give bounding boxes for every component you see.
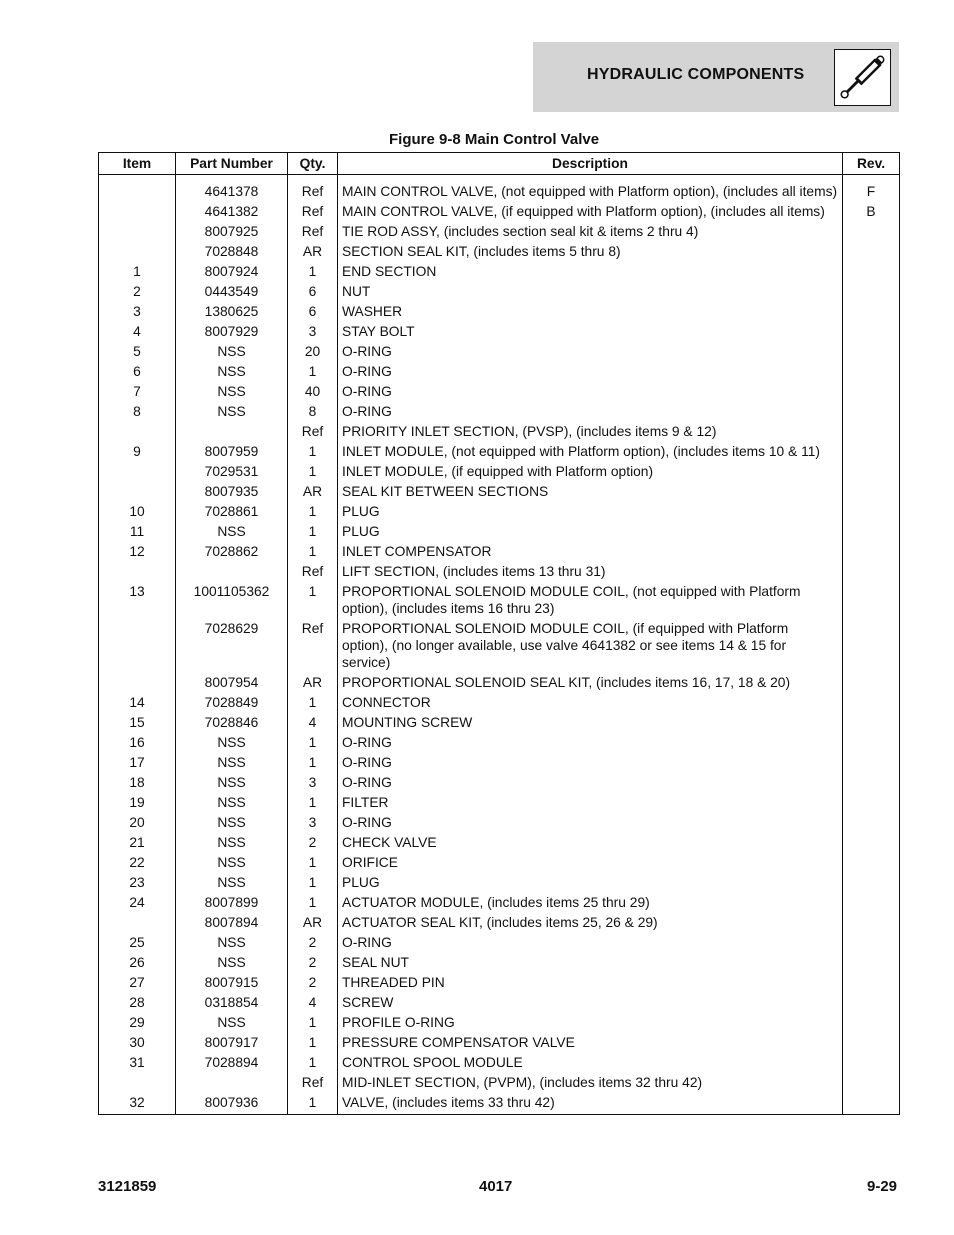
qty-cell: Ref [288, 619, 338, 673]
qty-cell: 20 [288, 342, 338, 362]
description-cell: PLUG [338, 522, 843, 542]
rev-cell [843, 793, 900, 813]
item-cell: 5 [99, 342, 176, 362]
rev-cell [843, 482, 900, 502]
footer-manual-number: 3121859 [98, 1178, 157, 1195]
item-cell: 11 [99, 522, 176, 542]
table-row [99, 402, 900, 422]
table-row [99, 893, 900, 913]
rev-cell [843, 342, 900, 362]
table-row [99, 175, 900, 202]
item-cell: 14 [99, 693, 176, 713]
rev-cell: B [843, 202, 900, 222]
table-row [99, 693, 900, 713]
item-cell [99, 1073, 176, 1093]
table-row [99, 362, 900, 382]
description-cell: CHECK VALVE [338, 833, 843, 853]
column-header-part-number: Part Number [176, 153, 288, 175]
table-row [99, 202, 900, 222]
rev-cell [843, 853, 900, 873]
table-row [99, 619, 900, 673]
table-row [99, 773, 900, 793]
item-cell: 15 [99, 713, 176, 733]
item-cell: 29 [99, 1013, 176, 1033]
part-number-cell: NSS [176, 382, 288, 402]
description-cell: O-RING [338, 362, 843, 382]
rev-cell [843, 262, 900, 282]
qty-cell: 1 [288, 542, 338, 562]
item-cell: 31 [99, 1053, 176, 1073]
table-row [99, 442, 900, 462]
qty-cell: 2 [288, 953, 338, 973]
qty-cell: 1 [288, 1053, 338, 1073]
item-cell: 30 [99, 1033, 176, 1053]
item-cell: 28 [99, 993, 176, 1013]
description-cell: STAY BOLT [338, 322, 843, 342]
qty-cell: 1 [288, 1033, 338, 1053]
table-row [99, 853, 900, 873]
part-number-cell: NSS [176, 873, 288, 893]
rev-cell [843, 302, 900, 322]
part-number-cell: NSS [176, 773, 288, 793]
description-cell: PLUG [338, 502, 843, 522]
description-cell: CONNECTOR [338, 693, 843, 713]
part-number-cell: 0443549 [176, 282, 288, 302]
item-cell: 10 [99, 502, 176, 522]
qty-cell: 8 [288, 402, 338, 422]
part-number-cell: NSS [176, 733, 288, 753]
qty-cell: AR [288, 913, 338, 933]
rev-cell [843, 1013, 900, 1033]
qty-cell: 3 [288, 813, 338, 833]
parts-table [98, 152, 900, 1115]
qty-cell: 2 [288, 833, 338, 853]
rev-cell [843, 1033, 900, 1053]
item-cell: 21 [99, 833, 176, 853]
item-cell: 1 [99, 262, 176, 282]
description-cell: PROPORTIONAL SOLENOID SEAL KIT, (includes items 16, 17, 18 & 20) [338, 673, 843, 693]
item-cell [99, 462, 176, 482]
table-row [99, 1053, 900, 1073]
part-number-cell: NSS [176, 342, 288, 362]
qty-cell: 1 [288, 753, 338, 773]
item-cell: 16 [99, 733, 176, 753]
rev-cell [843, 873, 900, 893]
part-number-cell [176, 1073, 288, 1093]
item-cell [99, 562, 176, 582]
part-number-cell: NSS [176, 933, 288, 953]
qty-cell: 3 [288, 773, 338, 793]
part-number-cell: 8007959 [176, 442, 288, 462]
item-cell: 7 [99, 382, 176, 402]
qty-cell: Ref [288, 422, 338, 442]
qty-cell: 1 [288, 442, 338, 462]
table-row [99, 1073, 900, 1093]
rev-cell [843, 953, 900, 973]
qty-cell: 1 [288, 893, 338, 913]
item-cell: 19 [99, 793, 176, 813]
description-cell: PRIORITY INLET SECTION, (PVSP), (includes items 9 & 12) [338, 422, 843, 442]
description-cell: THREADED PIN [338, 973, 843, 993]
part-number-cell: 7028894 [176, 1053, 288, 1073]
item-cell [99, 202, 176, 222]
part-number-cell: 8007929 [176, 322, 288, 342]
part-number-cell [176, 562, 288, 582]
rev-cell [843, 693, 900, 713]
part-number-cell: 8007924 [176, 262, 288, 282]
rev-cell: F [843, 175, 900, 202]
footer-model: 4017 [479, 1178, 513, 1195]
table-row [99, 873, 900, 893]
description-cell: PROFILE O-RING [338, 1013, 843, 1033]
table-row [99, 953, 900, 973]
item-cell [99, 222, 176, 242]
part-number-cell: NSS [176, 522, 288, 542]
description-cell: O-RING [338, 342, 843, 362]
qty-cell: 4 [288, 993, 338, 1013]
description-cell: O-RING [338, 773, 843, 793]
table-row [99, 502, 900, 522]
rev-cell [843, 973, 900, 993]
item-cell: 12 [99, 542, 176, 562]
item-cell: 25 [99, 933, 176, 953]
description-cell: MID-INLET SECTION, (PVPM), (includes items 32 thru 42) [338, 1073, 843, 1093]
rev-cell [843, 1073, 900, 1093]
item-cell [99, 913, 176, 933]
item-cell [99, 673, 176, 693]
table-row [99, 222, 900, 242]
description-cell: O-RING [338, 813, 843, 833]
qty-cell: 1 [288, 582, 338, 619]
item-cell: 3 [99, 302, 176, 322]
item-cell: 2 [99, 282, 176, 302]
table-row [99, 813, 900, 833]
description-cell: FILTER [338, 793, 843, 813]
item-cell: 24 [99, 893, 176, 913]
part-number-cell: NSS [176, 1013, 288, 1033]
figure-title: Figure 9-8 Main Control Valve [389, 131, 600, 148]
part-number-cell: 1001105362 [176, 582, 288, 619]
qty-cell: 6 [288, 302, 338, 322]
rev-cell [843, 582, 900, 619]
qty-cell: 1 [288, 522, 338, 542]
table-row [99, 713, 900, 733]
table-row [99, 302, 900, 322]
table-row [99, 733, 900, 753]
description-cell: PRESSURE COMPENSATOR VALVE [338, 1033, 843, 1053]
table-row [99, 322, 900, 342]
item-cell [99, 482, 176, 502]
description-cell: O-RING [338, 753, 843, 773]
item-cell: 17 [99, 753, 176, 773]
qty-cell: Ref [288, 222, 338, 242]
rev-cell [843, 242, 900, 262]
qty-cell: 1 [288, 262, 338, 282]
table-row [99, 462, 900, 482]
rev-cell [843, 282, 900, 302]
table-row [99, 913, 900, 933]
rev-cell [843, 893, 900, 913]
qty-cell: 1 [288, 1013, 338, 1033]
description-cell: O-RING [338, 402, 843, 422]
rev-cell [843, 542, 900, 562]
part-number-cell: 4641378 [176, 175, 288, 202]
part-number-cell: 8007894 [176, 913, 288, 933]
item-cell: 26 [99, 953, 176, 973]
part-number-cell: NSS [176, 362, 288, 382]
qty-cell: AR [288, 673, 338, 693]
part-number-cell: 7028861 [176, 502, 288, 522]
item-cell: 9 [99, 442, 176, 462]
description-cell: O-RING [338, 733, 843, 753]
table-row [99, 1033, 900, 1053]
description-cell: END SECTION [338, 262, 843, 282]
description-cell: PLUG [338, 873, 843, 893]
table-row [99, 933, 900, 953]
rev-cell [843, 562, 900, 582]
column-header-description: Description [338, 153, 843, 175]
part-number-cell: NSS [176, 813, 288, 833]
column-header-rev: Rev. [843, 153, 900, 175]
qty-cell: 1 [288, 853, 338, 873]
item-cell: 13 [99, 582, 176, 619]
qty-cell: 1 [288, 693, 338, 713]
part-number-cell: 7028846 [176, 713, 288, 733]
table-row [99, 973, 900, 993]
rev-cell [843, 1093, 900, 1115]
rev-cell [843, 382, 900, 402]
qty-cell: 1 [288, 733, 338, 753]
rev-cell [843, 773, 900, 793]
qty-cell: Ref [288, 1073, 338, 1093]
qty-cell: 1 [288, 462, 338, 482]
table-row [99, 562, 900, 582]
part-number-cell: NSS [176, 793, 288, 813]
table-row [99, 753, 900, 773]
rev-cell [843, 933, 900, 953]
table-row [99, 993, 900, 1013]
qty-cell: AR [288, 482, 338, 502]
description-cell: LIFT SECTION, (includes items 13 thru 31) [338, 562, 843, 582]
table-row [99, 342, 900, 362]
table-row [99, 793, 900, 813]
item-cell: 27 [99, 973, 176, 993]
rev-cell [843, 442, 900, 462]
description-cell: TIE ROD ASSY, (includes section seal kit & items 2 thru 4) [338, 222, 843, 242]
part-number-cell: 7028862 [176, 542, 288, 562]
rev-cell [843, 833, 900, 853]
qty-cell: Ref [288, 202, 338, 222]
qty-cell: 1 [288, 362, 338, 382]
item-cell: 20 [99, 813, 176, 833]
description-cell: SCREW [338, 993, 843, 1013]
description-cell: INLET MODULE, (if equipped with Platform option) [338, 462, 843, 482]
table-row [99, 522, 900, 542]
qty-cell: 2 [288, 933, 338, 953]
part-number-cell: 7028848 [176, 242, 288, 262]
qty-cell: 1 [288, 502, 338, 522]
item-cell: 23 [99, 873, 176, 893]
qty-cell: 1 [288, 1093, 338, 1115]
part-number-cell: 1380625 [176, 302, 288, 322]
rev-cell [843, 813, 900, 833]
rev-cell [843, 673, 900, 693]
table-header-row [99, 153, 900, 175]
table-row [99, 282, 900, 302]
qty-cell: 4 [288, 713, 338, 733]
hydraulic-cylinder-icon [834, 49, 891, 106]
description-cell: CONTROL SPOOL MODULE [338, 1053, 843, 1073]
description-cell: SECTION SEAL KIT, (includes items 5 thru 8) [338, 242, 843, 262]
part-number-cell: 0318854 [176, 993, 288, 1013]
description-cell: SEAL NUT [338, 953, 843, 973]
description-cell: PROPORTIONAL SOLENOID MODULE COIL, (not equipped with Platform option), (includes items 16 thru 23) [338, 582, 843, 619]
item-cell [99, 619, 176, 673]
table-row [99, 262, 900, 282]
table-row [99, 833, 900, 853]
column-header-qty: Qty. [288, 153, 338, 175]
description-cell: WASHER [338, 302, 843, 322]
part-number-cell: NSS [176, 753, 288, 773]
item-cell [99, 175, 176, 202]
rev-cell [843, 462, 900, 482]
item-cell: 6 [99, 362, 176, 382]
parts-table-body [99, 175, 900, 1115]
description-cell: ACTUATOR SEAL KIT, (includes items 25, 26 & 29) [338, 913, 843, 933]
table-row [99, 482, 900, 502]
rev-cell [843, 713, 900, 733]
qty-cell: 40 [288, 382, 338, 402]
rev-cell [843, 753, 900, 773]
rev-cell [843, 222, 900, 242]
qty-cell: 2 [288, 973, 338, 993]
rev-cell [843, 402, 900, 422]
description-cell: MAIN CONTROL VALVE, (not equipped with Platform option), (includes all items) [338, 175, 843, 202]
description-cell: PROPORTIONAL SOLENOID MODULE COIL, (if equipped with Platform option), (no longer available, use valve 4641382 or see items 14 & 15 for service) [338, 619, 843, 673]
part-number-cell: 7029531 [176, 462, 288, 482]
section-title: HYDRAULIC COMPONENTS [587, 66, 805, 83]
table-row [99, 242, 900, 262]
item-cell: 22 [99, 853, 176, 873]
description-cell: SEAL KIT BETWEEN SECTIONS [338, 482, 843, 502]
description-cell: NUT [338, 282, 843, 302]
part-number-cell: NSS [176, 953, 288, 973]
part-number-cell: 8007954 [176, 673, 288, 693]
part-number-cell: 8007935 [176, 482, 288, 502]
part-number-cell: NSS [176, 853, 288, 873]
part-number-cell: 8007936 [176, 1093, 288, 1115]
item-cell: 32 [99, 1093, 176, 1115]
table-row [99, 673, 900, 693]
item-cell [99, 242, 176, 262]
item-cell: 18 [99, 773, 176, 793]
description-cell: ACTUATOR MODULE, (includes items 25 thru 29) [338, 893, 843, 913]
part-number-cell: 4641382 [176, 202, 288, 222]
column-header-item: Item [99, 153, 176, 175]
rev-cell [843, 502, 900, 522]
part-number-cell: NSS [176, 833, 288, 853]
part-number-cell: 7028629 [176, 619, 288, 673]
part-number-cell: 7028849 [176, 693, 288, 713]
rev-cell [843, 522, 900, 542]
rev-cell [843, 993, 900, 1013]
qty-cell: 1 [288, 793, 338, 813]
table-row [99, 582, 900, 619]
table-row [99, 1093, 900, 1115]
part-number-cell: 8007917 [176, 1033, 288, 1053]
qty-cell: 3 [288, 322, 338, 342]
description-cell: VALVE, (includes items 33 thru 42) [338, 1093, 843, 1115]
item-cell: 8 [99, 402, 176, 422]
description-cell: O-RING [338, 933, 843, 953]
qty-cell: Ref [288, 175, 338, 202]
part-number-cell: NSS [176, 402, 288, 422]
qty-cell: Ref [288, 562, 338, 582]
part-number-cell [176, 422, 288, 442]
rev-cell [843, 733, 900, 753]
rev-cell [843, 619, 900, 673]
rev-cell [843, 913, 900, 933]
description-cell: MAIN CONTROL VALVE, (if equipped with Platform option), (includes all items) [338, 202, 843, 222]
footer-page-number: 9-29 [867, 1178, 898, 1195]
rev-cell [843, 1053, 900, 1073]
part-number-cell: 8007925 [176, 222, 288, 242]
table-row [99, 1013, 900, 1033]
description-cell: ORIFICE [338, 853, 843, 873]
qty-cell: 6 [288, 282, 338, 302]
item-cell: 4 [99, 322, 176, 342]
description-cell: O-RING [338, 382, 843, 402]
qty-cell: AR [288, 242, 338, 262]
rev-cell [843, 422, 900, 442]
rev-cell [843, 362, 900, 382]
description-cell: INLET MODULE, (not equipped with Platform option), (includes items 10 & 11) [338, 442, 843, 462]
description-cell: INLET COMPENSATOR [338, 542, 843, 562]
table-row [99, 422, 900, 442]
item-cell [99, 422, 176, 442]
table-row [99, 542, 900, 562]
table-row [99, 382, 900, 402]
qty-cell: 1 [288, 873, 338, 893]
part-number-cell: 8007915 [176, 973, 288, 993]
rev-cell [843, 322, 900, 342]
part-number-cell: 8007899 [176, 893, 288, 913]
description-cell: MOUNTING SCREW [338, 713, 843, 733]
